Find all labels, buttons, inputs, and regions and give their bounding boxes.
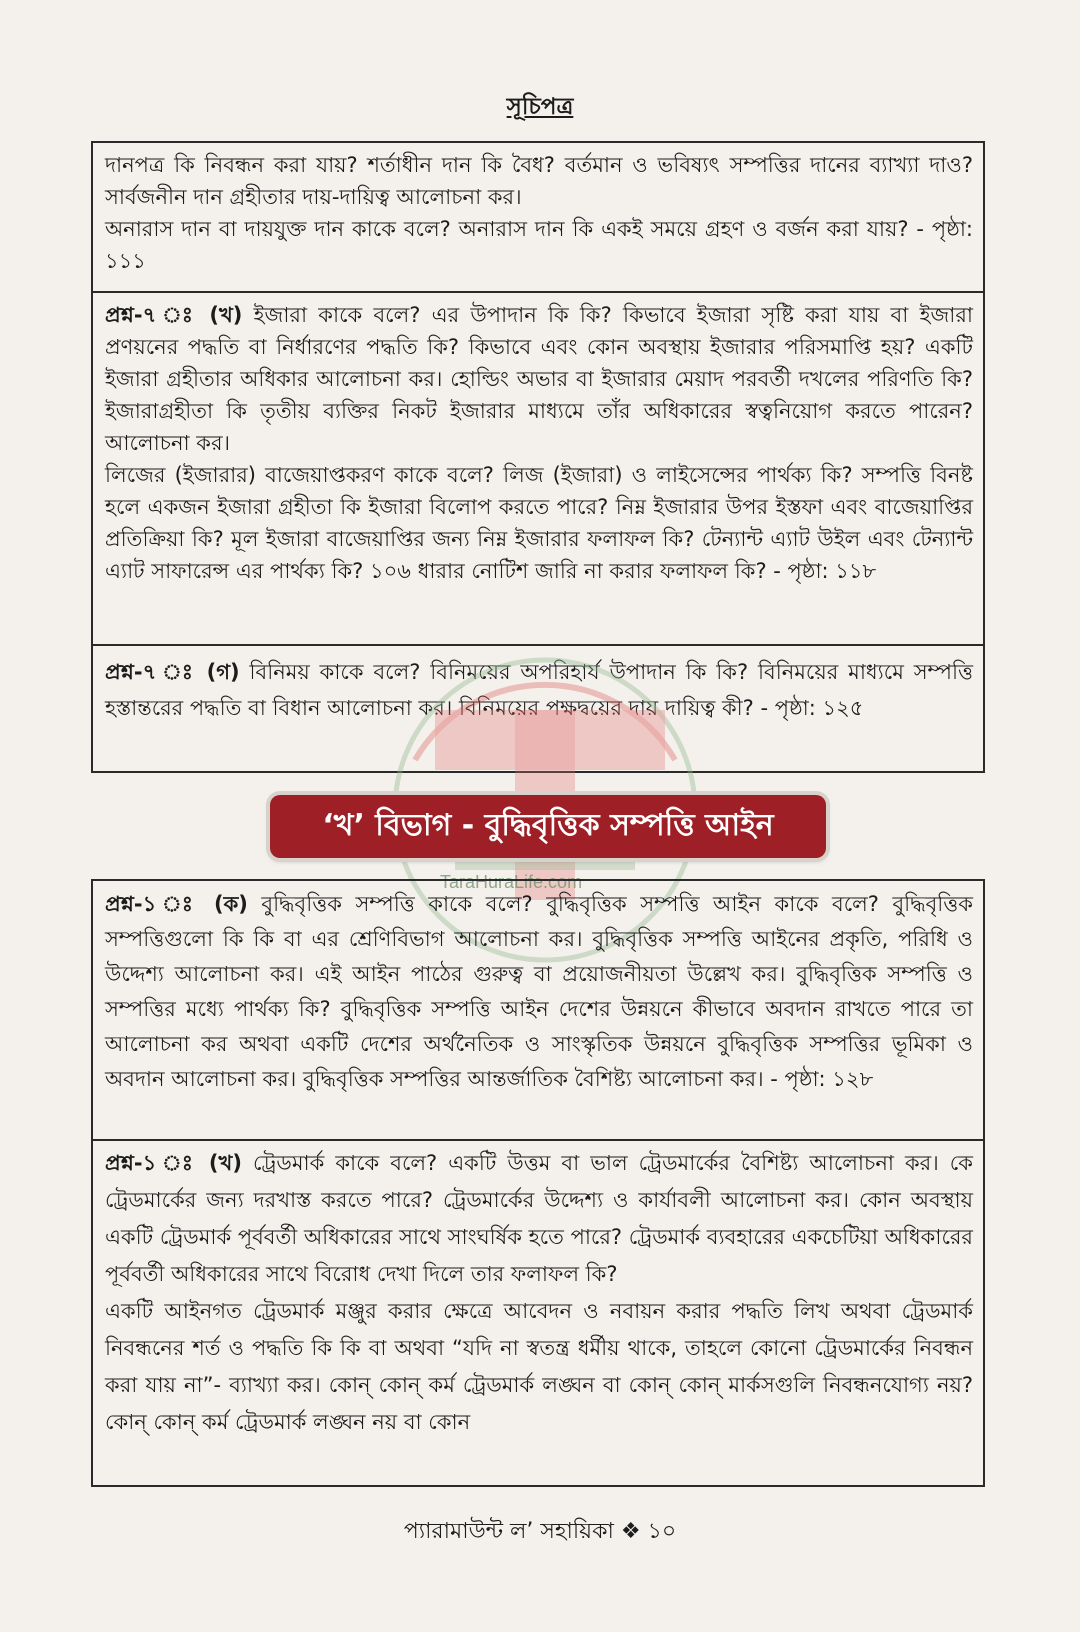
entry-text: অনারাস দান বা দায়যুক্ত দান কাকে বলে? অনারাস দান কি একই সময়ে গ্রহণ ও বর্জন করা যায়? - পৃষ্ঠা: ১১১: [105, 217, 973, 273]
contents-entry: [93, 646, 983, 771]
contents-entry: [93, 881, 983, 1141]
watermark-text: TaraHuraLife.com: [440, 872, 583, 892]
entry-text: বুদ্ধিবৃত্তিক সম্পত্তি কাকে বলে? বুদ্ধিবৃত্তিক সম্পত্তি আইন কাকে বলে? বুদ্ধিবৃত্তিক সম্পত্তিগুলো কি কি বা এর শ্রেণিবিভাগ আলোচনা কর। বুদ্ধিবৃত্তিক সম্পত্তি আইনের প্রকৃতি, পরিধি ও উদ্দেশ্য আলোচনা কর। এই আইন পাঠের গুরুত্ব বা প্রয়োজনীয়তা উল্লেখ কর। বুদ্ধিবৃত্তিক সম্পত্তি ও সম্পত্তির মধ্যে পার্থক্য কি? বুদ্ধিবৃত্তিক সম্পত্তি আইন দেশের উন্নয়নে কীভাবে অবদান রাখতে পারে তা আলোচনা কর অথবা একটি দেশের অর্থনৈতিক ও সাংস্কৃতিক উন্নয়নে বুদ্ধিবৃত্তিক সম্পত্তির ভূমিকা ও অবদান আলোচনা কর। বুদ্ধিবৃত্তিক সম্পত্তির আন্তর্জাতিক বৈশিষ্ট্য আলোচনা কর। - পৃষ্ঠা: ১২৮: [105, 892, 973, 1091]
entry-text: একটি আইনগত ট্রেডমার্ক মঞ্জুর করার ক্ষেত্রে আবেদন ও নবায়ন করার পদ্ধতি লিখ অথবা ট্রেডমার্ক নিবন্ধনের শর্ত ও পদ্ধতি কি কি বা অথবা “যদি না স্বতন্ত্র ধর্মীয় থাকে, তাহলে কোনো ট্রেডমার্কের নিবন্ধন করা যায় না”- ব্যাখ্যা কর। কোন্ কোন্ কর্ম ট্রেডমার্ক লঙ্ঘন বা কোন্ কোন্ মার্কসগুলি নিবন্ধনযোগ্য নয়? কোন্ কোন্ কর্ম ট্রেডমার্ক লঙ্ঘন নয় বা কোন: [105, 1299, 973, 1434]
entry-text: দানপত্র কি নিবন্ধন করা যায়? শর্তাধীন দান কি বৈধ? বর্তমান ও ভবিষ্যৎ সম্পত্তির দানের ব্যাখ্যা দাও? সার্বজনীন দান গ্রহীতার দায়-দায়িত্ব আলোচনা কর।: [105, 153, 973, 209]
page-footer: প্যারামাউন্ট ল’ সহায়িকা ❖ ১০: [403, 1519, 677, 1544]
section-banner: ‘খ’ বিভাগ - বুদ্ধিবৃত্তিক সম্পত্তি আইন: [270, 795, 826, 858]
entry-text: ট্রেডমার্ক কাকে বলে? একটি উত্তম বা ভাল ট্রেডমার্কের বৈশিষ্ট্য আলোচনা কর। কে ট্রেডমার্কের জন্য দরখাস্ত করতে পারে? ট্রেডমার্কের উদ্দেশ্য ও কার্যাবলী আলোচনা কর। কোন অবস্থায় একটি ট্রেডমার্ক পূর্ববর্তী অধিকারের সাথে সাংঘর্ষিক হতে পারে? ট্রেডমার্ক ব্যবহারের একচেটিয়া অধিকারের পূর্ববর্তী অধিকারের সাথে বিরোধ দেখা দিলে তার ফলাফল কি?: [105, 1151, 973, 1286]
page-title: সূচিপত্র: [506, 94, 574, 120]
entry-text: ইজারা কাকে বলে? এর উপাদান কি কি? কিভাবে ইজারা সৃষ্টি করা যায় বা ইজারা প্রণয়নের পদ্ধতি বা নির্ধারণের পদ্ধতি কি? কিভাবে এবং কোন অবস্থায় ইজারার পরিসমাপ্তি হয়? একটি ইজারা গ্রহীতার অধিকার আলোচনা কর। হোল্ডিং অভার বা ইজারার মেয়াদ পরবর্তী দখলের পরিণতি কি? ইজারাগ্রহীতা কি তৃতীয় ব্যক্তির নিকট ইজারার মাধ্যমে তাঁর অধিকারের স্বত্বনিয়োগ করতে পারেন? আলোচনা কর।: [105, 303, 974, 455]
question-label: প্রশ্ন-১ ঃ (খ): [105, 1151, 242, 1175]
question-label: প্রশ্ন-১ ঃ (ক): [105, 892, 248, 916]
contents-entry: [93, 143, 983, 293]
contents-table-top: [91, 141, 985, 773]
contents-table-bottom: [91, 879, 985, 1487]
question-label: প্রশ্ন-৭ ঃ (গ): [105, 660, 240, 684]
entry-text: বিনিময় কাকে বলে? বিনিময়ের অপরিহার্য উপাদান কি কি? বিনিময়ের মাধ্যমে সম্পত্তি হস্তান্তরের পদ্ধতি বা বিধান আলোচনা কর। বিনিময়ের পক্ষদ্বয়ের দায় দায়িত্ব কী? - পৃষ্ঠা: ১২৫: [105, 660, 973, 720]
question-label: প্রশ্ন-৭ ঃ (খ): [105, 303, 243, 327]
contents-entry: [93, 1141, 983, 1485]
entry-text: লিজের (ইজারার) বাজেয়াপ্তকরণ কাকে বলে? লিজ (ইজারা) ও লাইসেন্সের পার্থক্য কি? সম্পত্তি বিনষ্ট হলে একজন ইজারা গ্রহীতা কি ইজারা বিলোপ করতে পারে? নিম্ন ইজারার উপর ইস্তফা এবং বাজেয়াপ্তির প্রতিক্রিয়া কি? মূল ইজারা বাজেয়াপ্তির জন্য নিম্ন ইজারার ফলাফল কি? টেন্যান্ট এ্যাট উইল এবং টেন্যান্ট এ্যাট সাফারেন্স এর পার্থক্য কি? ১০৬ ধারার নোটিশ জারি না করার ফলাফল কি? - পৃষ্ঠা: ১১৮: [105, 463, 973, 583]
contents-entry: [93, 293, 983, 646]
